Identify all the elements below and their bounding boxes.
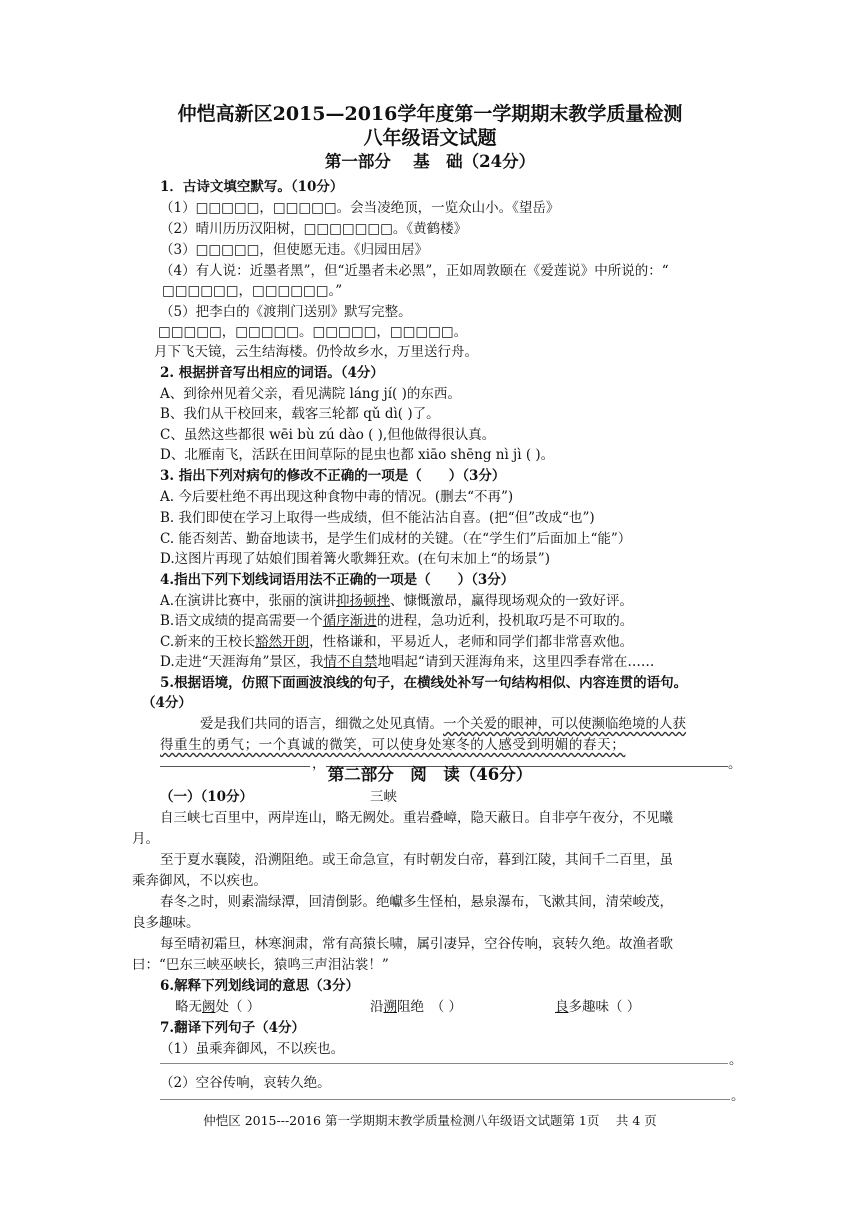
q4-title: 4.指出下列下划线词语用法不正确的一项是（ ）（3分）	[160, 572, 515, 588]
q2-line-c: C、虽然这些都很 wēi bù zú dào ( ),但他做得很认真。	[160, 427, 496, 443]
q4-option-d	[160, 652, 654, 672]
q5-wavy-1: 一个关爱的眼神，可以使濒临绝境的人获	[443, 716, 686, 732]
section-1-title: （一）（10分）	[160, 789, 254, 805]
q5-pre: 爱是我们共同的语言，细微之处见真情。	[200, 716, 443, 732]
q1-line-6: （5）把李白的《渡荆门送别》默写完整。	[160, 304, 412, 320]
q7-answer-line-2[interactable]	[160, 1099, 730, 1100]
q1-line-4: （4）有人说：近墨者黑”，但“近墨者未必黑”，正如周敦颐在《爱莲说》中所说的：“	[160, 263, 669, 279]
passage-p2-line1: 至于夏水襄陵，沿溯阻绝。或王命急宣，有时朝发白帝，暮到江陵，其间千二百里，虽	[160, 852, 673, 868]
passage-p4-line1: 每至晴初霜旦，林寒涧肃，常有高猿长啸，属引凄异，空谷传响，哀转久绝。故渔者歌	[160, 936, 673, 952]
part1-title: 第一部分 基 础（24分）	[324, 152, 536, 171]
q4-d-underlined: 情不自禁	[323, 654, 378, 670]
q6-i3-underlined: 良	[555, 999, 569, 1015]
exam-subtitle: 八年级语文试题	[363, 127, 497, 149]
q6-title: 6.解释下列划线词的意思（3分）	[160, 978, 359, 994]
q4-c-post: ，性格谦和，平易近人，老师和同学们都非常喜欢他。	[309, 634, 634, 650]
q4-c-pre: C.新来的王校长	[160, 634, 256, 650]
passage-title: 三峡	[370, 789, 397, 805]
q4-d-pre: D.走进“天涯海角”景区，我	[160, 654, 324, 670]
q5-end: 。	[728, 756, 742, 772]
q2-line-d: D、北雁南飞，活跃在田间草际的昆虫也都 xiāo shēng nì jì ( )。	[160, 447, 555, 463]
q6-i2-underlined: 溯	[383, 999, 397, 1015]
q5-wavy-2: 得重生的勇气；一个真诚的微笑，可以使身处寒冬的人感受到明媚的春天；	[160, 737, 626, 753]
passage-p3-line2: 良多趣味。	[132, 915, 200, 931]
q6-i1-pre: 略无	[175, 999, 202, 1015]
q1-line-3: （3）□□□□□，但使愿无违。《归园田居》	[160, 242, 429, 258]
q4-b-pre: B.语文成绩的提高需要一个	[160, 613, 323, 629]
passage-p1-line2: 月。	[132, 831, 159, 847]
part2-title: 第二部分 阅 读（46分）	[327, 765, 533, 784]
passage-p2-line2: 乘奔御风，不以疾也。	[132, 873, 267, 889]
q1-title: 1．古诗文填空默写。（10分）	[160, 179, 344, 195]
q1-line-7: □□□□□，□□□□□。□□□□□，□□□□□。	[158, 324, 468, 340]
q4-option-b	[160, 611, 633, 631]
q1-line-8: 月下飞天镜，云生结海楼。仍怜故乡水，万里送行舟。	[154, 344, 478, 360]
q4-option-a	[160, 591, 633, 611]
q3-option-b: B. 我们即使在学习上取得一些成绩，但不能沾沾自喜。(把“但”改成“也”)	[160, 510, 595, 526]
exam-title: 仲恺高新区2015—2016学年度第一学期期末教学质量检测	[177, 103, 683, 125]
q2-line-b: B、我们从干校回来，载客三轮都 qǔ dì( )了。	[160, 406, 440, 422]
passage-p3-line1: 春冬之时，则素湍绿潭，回清倒影。绝巘多生怪柏，悬泉瀑布，飞漱其间，清荣峻茂，	[160, 894, 673, 910]
q7-answer-line-1[interactable]	[160, 1063, 728, 1064]
q4-d-post: 地唱起“请到天涯海角来，这里四季春常在……	[377, 654, 655, 670]
q5-points: （4分）	[142, 695, 192, 711]
q7-sentence-2: （2）空谷传响，哀转久绝。	[160, 1075, 331, 1091]
q6-item-3	[555, 997, 640, 1017]
q6-i3-post: 多趣味（ ）	[568, 999, 641, 1015]
q4-c-underlined: 豁然开朗	[255, 634, 310, 650]
q6-i1-underlined: 阙	[202, 999, 216, 1015]
q1-line-5: □□□□□□，□□□□□□。”	[162, 283, 343, 299]
q5-title: 5.根据语境，仿照下面画波浪线的句子，在横线处补写一句结构相似、内容连贯的语句。	[160, 675, 688, 691]
q6-i2-post: 阻绝 （ ）	[397, 999, 463, 1015]
q7-title: 7.翻译下列句子（4分）	[160, 1020, 305, 1036]
q7-sentence-1: （1）虽乘奔御风，不以疾也。	[160, 1041, 345, 1057]
q3-title: 3. 指出下列对病句的修改不正确的一项是（ ）（3分）	[160, 468, 506, 484]
q5-line-1	[200, 714, 686, 734]
q4-b-post: 的进程，急功近利，投机取巧是不可取的。	[376, 613, 634, 629]
q3-option-a: A. 今后要杜绝不再出现这种食物中毒的情况。(删去“不再”)	[160, 489, 514, 505]
q6-item-2	[370, 997, 462, 1017]
q7-end-1: 。	[729, 1052, 743, 1068]
q6-item-1	[175, 997, 260, 1017]
q3-option-d: D.这图片再现了姑娘们围着篝火歌舞狂欢。(在句末加上“的场景”)	[160, 551, 550, 567]
q2-title: 2. 根据拼音写出相应的词语。（4分）	[160, 365, 384, 381]
page-footer: 仲恺区 2015---2016 第一学期期末教学质量检测八年级语文试题第 1页 共 4 页	[203, 1113, 657, 1128]
q2-line-a: A、到徐州见着父亲，看见满院 láng jí( )的东西。	[160, 386, 461, 402]
q6-i1-post: 处（ ）	[215, 999, 261, 1015]
passage-p4-line2: 曰：“巴东三峡巫峡长，猿鸣三声泪沾裳！”	[132, 957, 389, 973]
q4-a-pre: A.在演讲比赛中，张丽的演讲	[160, 593, 337, 609]
q5-comma: ，	[312, 756, 326, 772]
q4-b-underlined: 循序渐进	[322, 613, 377, 629]
q1-line-1: （1）□□□□□，□□□□□。会当凌绝顶，一览众山小。《望岳》	[160, 200, 560, 216]
q4-a-underlined: 抑扬顿挫	[336, 593, 391, 609]
q7-end-2: 。	[731, 1088, 745, 1104]
q4-a-post: 、慷慨激昂，赢得现场观众的一致好评。	[390, 593, 634, 609]
q4-option-c	[160, 632, 633, 652]
q3-option-c: C. 能否刻苦、勤奋地读书，是学生们成材的关键。（在“学生们”后面加上“能”）	[160, 531, 632, 547]
q6-i2-pre: 沿	[370, 999, 384, 1015]
q1-line-2: （2）晴川历历汉阳树，□□□□□□□。《黄鹤楼》	[160, 221, 468, 237]
passage-p1-line1: 自三峡七百里中，两岸连山，略无阙处。重岩叠嶂，隐天蔽日。自非亭午夜分，不见曦	[160, 810, 673, 826]
